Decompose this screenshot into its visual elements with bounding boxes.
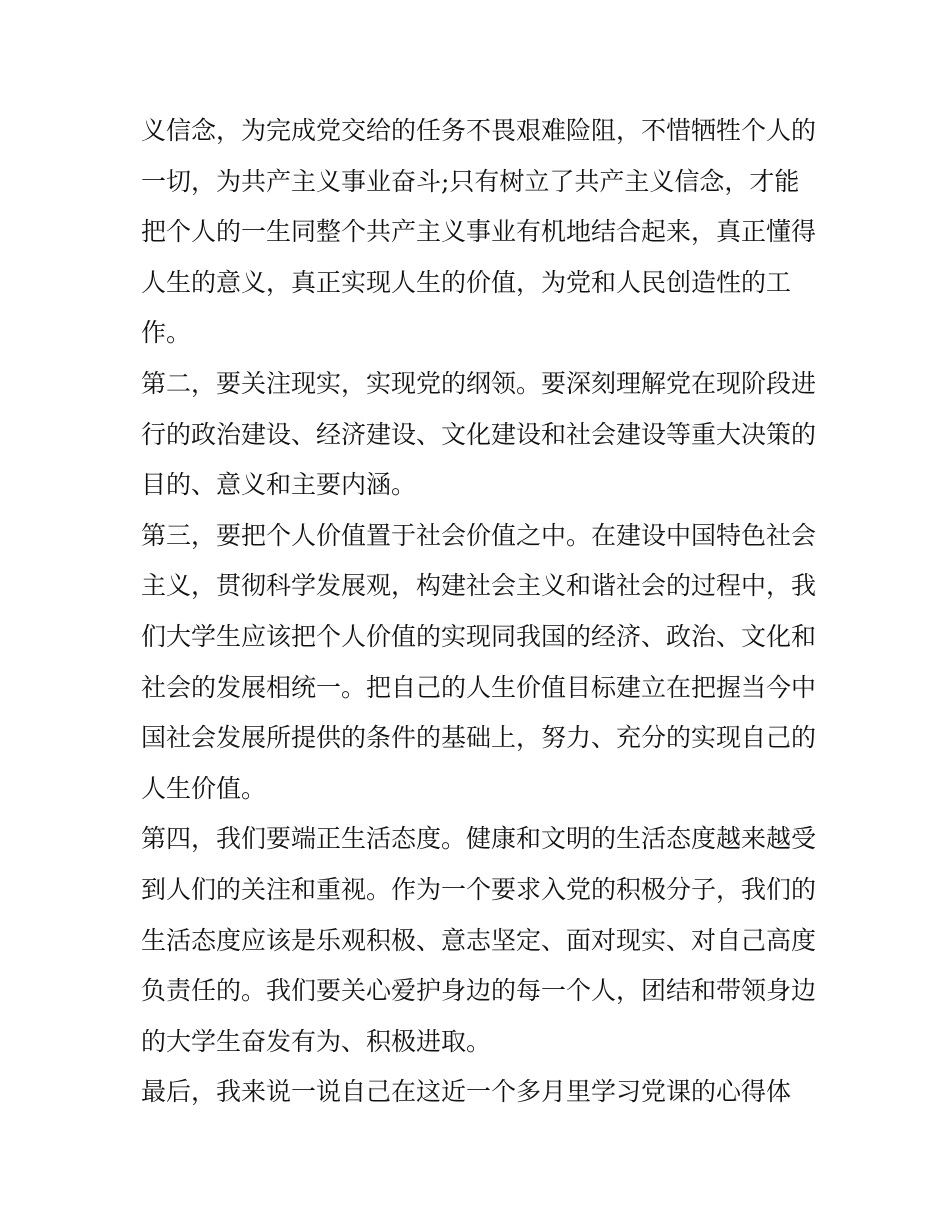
text-line: 的大学生奋发有为、积极进取。 xyxy=(141,1026,492,1056)
text-line: 最后，我来说一说自己在这近一个多月里学习党课的心得体 xyxy=(141,1077,792,1107)
text-line: 社会的发展相统一。把自己的人生价值目标建立在把握当今中 xyxy=(141,672,817,702)
text-line: 生活态度应该是乐观积极、意志坚定、面对现实、对自己高度 xyxy=(141,925,817,955)
text-line: 负责任的。我们要关心爱护身边的每一个人，团结和带领身边 xyxy=(141,976,817,1006)
text-line: 第三，要把个人价值置于社会价值之中。在建设中国特色社会 xyxy=(141,520,817,550)
text-line: 义信念，为完成党交给的任务不畏艰难险阻，不惜牺牲个人的 xyxy=(141,116,817,145)
text-line: 主义，贯彻科学发展观，构建社会主义和谐社会的过程中，我 xyxy=(141,571,817,601)
body-text xyxy=(141,106,821,1118)
text-line: 们大学生应该把个人价值的实现同我国的经济、政治、文化和 xyxy=(141,621,817,651)
text-line: 到人们的关注和重视。作为一个要求入党的积极分子，我们的 xyxy=(141,874,817,904)
text-line: 人生价值。 xyxy=(141,773,267,803)
text-line: 一切，为共产主义事业奋斗;只有树立了共产主义信念，才能 xyxy=(141,166,800,196)
text-line: 作。 xyxy=(141,318,192,348)
text-line: 把个人的一生同整个共产主义事业有机地结合起来，真正懂得 xyxy=(141,217,817,247)
text-line: 第四，我们要端正生活态度。健康和文明的生活态度越来越受 xyxy=(141,824,817,854)
text-line: 人生的意义，真正实现人生的价值，为党和人民创造性的工 xyxy=(141,267,792,297)
text-line: 行的政治建设、经济建设、文化建设和社会建设等重大决策的 xyxy=(141,419,817,449)
text-line: 目的、意义和主要内涵。 xyxy=(141,470,417,500)
text-line: 国社会发展所提供的条件的基础上，努力、充分的实现自己的 xyxy=(141,723,817,753)
text-line: 第二，要关注现实，实现党的纲领。要深刻理解党在现阶段进 xyxy=(141,368,817,398)
